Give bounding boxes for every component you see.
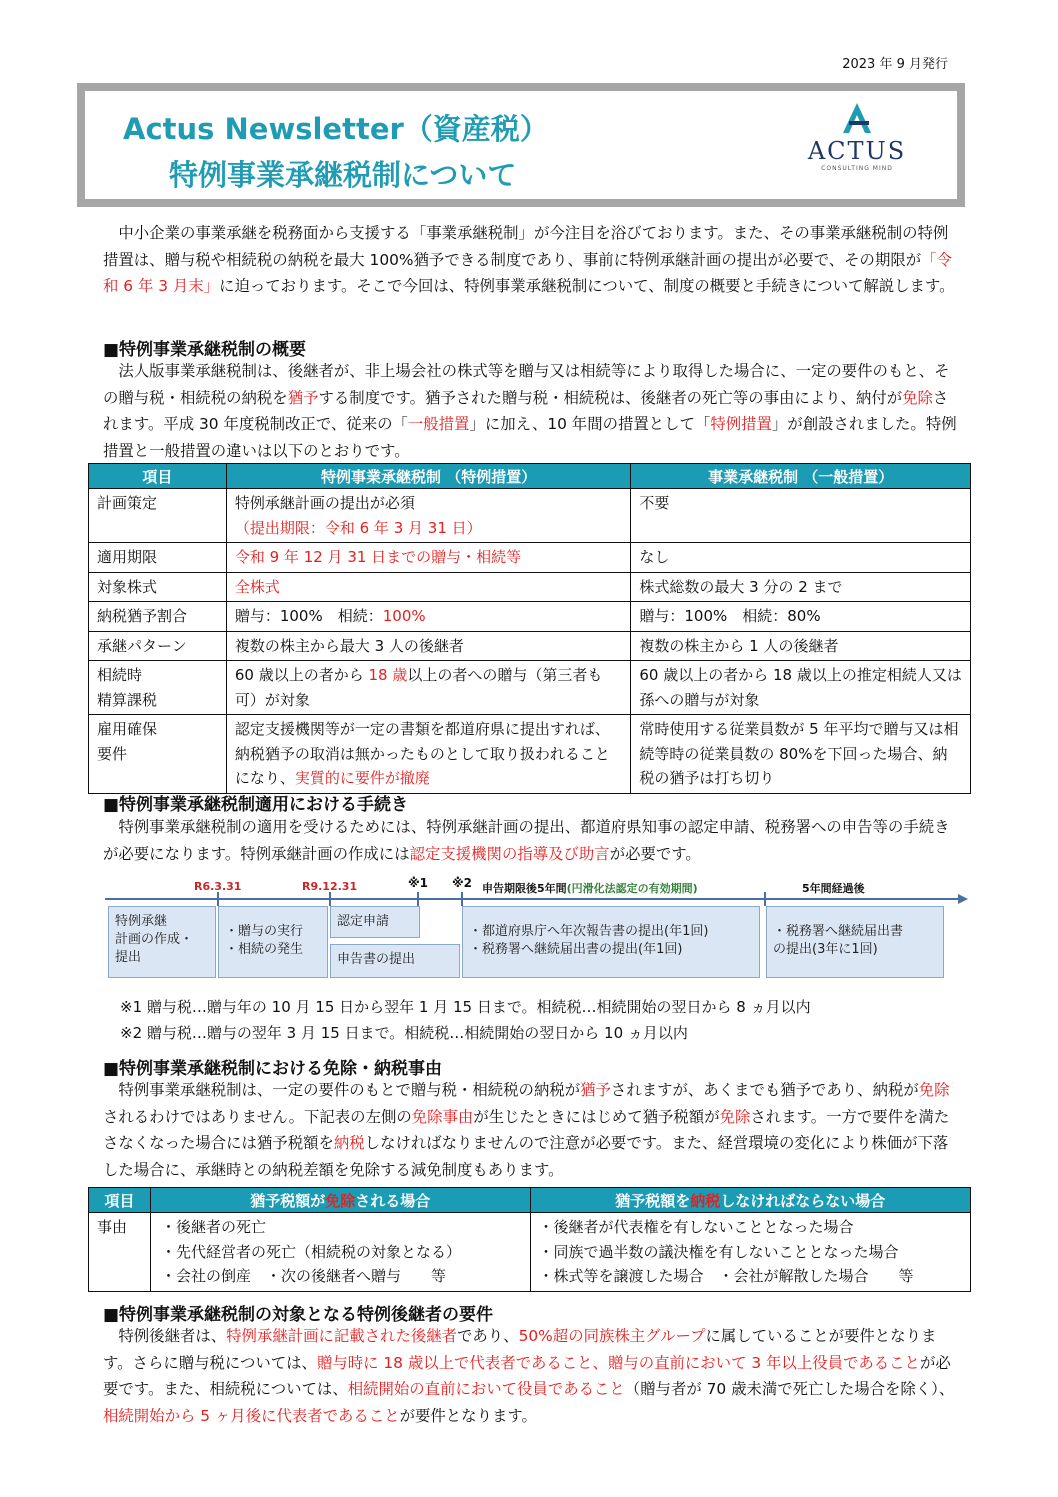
table-cell-general: 株式総数の最大 3 分の 2 まで	[631, 572, 971, 602]
table-header-row	[89, 464, 971, 489]
table-header: 項目	[89, 1188, 151, 1213]
table-cell-item: 計画策定	[89, 489, 227, 543]
procedure-timeline	[90, 870, 970, 985]
list-item: ・後継者が代表権を有しないこととなった場合	[538, 1218, 854, 1236]
list-item: ・会社の倒産 ・次の後継者へ贈与 等	[160, 1267, 446, 1285]
successor-highlight-5: 相続開始から 5 ヶ月後に代表者であること	[103, 1406, 400, 1425]
overview-text-5: 」が創設されました。特例措置と一般措置の違いは以下のとおりです。	[103, 415, 957, 460]
table-cell-special: 複数の株主から最大 3 人の後継者	[226, 631, 631, 661]
exemption-highlight-5: 納税	[333, 1134, 365, 1152]
header-frame	[77, 83, 965, 207]
overview-text-2: する制度です。猶予された贈与税・相続税は、後継者の死亡等の事由により、納付が	[318, 388, 903, 407]
flow-step-gift-inheritance	[218, 906, 328, 978]
cell-text: 贈与：100% 相続：	[234, 607, 383, 625]
section-heading-exemption: ■特例事業承継税制における免除・納税事由	[103, 1059, 443, 1079]
footnote-1: ※1 贈与税…贈与年の 10 月 15 日から翌年 1 月 15 日まで。相続税…相続開始の翌日から 8 ヵ月以内	[120, 998, 811, 1016]
header-highlight: 納税	[690, 1191, 721, 1210]
flow-step-plan	[108, 906, 216, 978]
header-panel	[85, 91, 957, 199]
exemption-text-1: 特例事業承継税制は、一定の要件のもとで贈与税・相続税の納税が	[118, 1081, 581, 1099]
table-cell-item: 事由	[89, 1213, 151, 1292]
cell-text: 精算課税	[97, 690, 158, 709]
timeline-label-after: 5年間経過後	[802, 882, 865, 895]
list-item: ・同族で過半数の議決権を有しないこととなった場合	[538, 1242, 899, 1261]
table-header-row	[89, 1188, 971, 1213]
successor-highlight-2: 50%超の同族株主グループ	[518, 1327, 706, 1345]
flow-step-text: 計画の作成・	[115, 932, 194, 947]
table-cell-special	[226, 602, 631, 632]
section-heading-successor: ■特例事業承継税制の対象となる特例後継者の要件	[103, 1305, 494, 1325]
procedure-text-1: 特例事業承継税制の適用を受けるためには、特例承継計画の提出、都道府県知事の認定申請、税務署への申告等の手続きが必要になります。特例承継計画の作成には	[103, 818, 950, 863]
successor-text-1: 特例後継者は、	[118, 1327, 227, 1345]
table-header: 特例事業承継税制 （特例措置）	[226, 464, 631, 489]
flow-step-text: ・相続の発生	[225, 942, 304, 957]
overview-highlight-2: 免除	[902, 388, 933, 407]
successor-text-2: であり、	[457, 1327, 519, 1345]
exemption-paragraph	[103, 1077, 963, 1183]
table-cell-item: 承継パターン	[89, 631, 227, 661]
table-cell-item	[89, 661, 227, 715]
cell-text: 特例承継計画の提出が必須	[234, 494, 415, 512]
flow-step-text: の提出(3年に1回)	[773, 942, 878, 957]
flow-step-triennial-report	[766, 906, 944, 978]
successor-text-5: （贈与者が 70 歳未満で死亡した場合を除く）、	[624, 1380, 955, 1398]
cell-highlight: 全株式	[234, 577, 280, 596]
cell-text: 認定支援機関等が一定の書類を都道府県に提出すれば、納税猶予の取消は無かったものとして取り扱われることになり、	[234, 720, 610, 787]
overview-highlight-4: 特例措置	[710, 415, 772, 433]
table-cell-general: 60 歳以上の者から 18 歳以上の推定相続人又は孫への贈与が対象	[631, 661, 971, 715]
successor-highlight-4: 相続開始の直前において役員であること	[347, 1380, 625, 1398]
cell-highlight: 18 歳	[368, 666, 408, 684]
overview-paragraph	[103, 358, 963, 464]
table-cell-exempt	[150, 1213, 530, 1292]
comparison-table	[88, 463, 971, 794]
intro-deadline-highlight: 「令和 6 年 3 月末」	[103, 250, 952, 295]
header-text: しなければならない場合	[720, 1191, 886, 1210]
exemption-text-2: されますが、あくまでも猶予であり、納税が	[610, 1081, 919, 1099]
table-cell-item: 適用期限	[89, 543, 227, 573]
timeline-note-2: ※2	[452, 876, 473, 890]
cell-text: 60 歳以上の者から	[234, 666, 369, 684]
exemption-text-5: されます。一方で要件を満たさなくなった場合には猶予税額を	[103, 1107, 950, 1152]
table-cell-item: 対象株式	[89, 572, 227, 602]
table-cell-general: 常時使用する従業員数が 5 年平均で贈与又は相続等時の従業員数の 80%を下回った場合、納税の猶予は打ち切り	[631, 715, 971, 794]
cell-text: 要件	[97, 744, 128, 763]
table-cell-item	[89, 715, 227, 794]
flow-step-tax-return: 申告書の提出	[330, 944, 460, 978]
exemption-text-6: しなければなりませんので注意が必要です。また、経営環境の変化により株価が下落した場合に、承継時との納税差額を免除する減免制度もあります。	[103, 1134, 949, 1179]
header-text: 猶予税額を	[615, 1191, 691, 1210]
overview-text-1: 法人版事業承継税制は、後継者が、非上場会社の株式等を贈与又は相続等により取得した場合に、一定の要件のもと、その贈与税・相続税の納税を	[103, 362, 950, 407]
table-cell-general: 贈与：100% 相続：80%	[631, 602, 971, 632]
table-row	[89, 631, 971, 661]
flow-step-text: 特例承継	[115, 914, 168, 929]
procedure-text-2: が必要です。	[609, 844, 701, 863]
table-row	[89, 489, 971, 543]
table-row	[89, 543, 971, 573]
flow-step-certification: 認定申請	[330, 906, 420, 938]
logo-wordmark: ACTUS	[807, 137, 907, 165]
cell-highlight: 令和 9 年 12 月 31 日までの贈与・相続等	[234, 548, 522, 566]
timeline-label-r6: R6.3.31	[194, 880, 242, 893]
table-header: 項目	[89, 464, 227, 489]
table-cell-special	[226, 661, 631, 715]
exemption-table	[88, 1187, 971, 1292]
exemption-highlight-2: 免除	[918, 1081, 950, 1099]
table-cell-special	[226, 543, 631, 573]
period-validity-text: (円滑化法認定の有効期間)	[566, 882, 698, 895]
table-row	[89, 572, 971, 602]
table-cell-special	[226, 715, 631, 794]
cell-highlight: 実質的に要件が撤廃	[294, 769, 430, 787]
procedure-highlight: 認定支援機関の指導及び助言	[409, 844, 610, 863]
table-cell-general: 複数の株主から 1 人の後継者	[631, 631, 971, 661]
cell-text: 雇用確保	[97, 720, 158, 738]
list-item: ・先代経営者の死亡（相続税の対象となる）	[160, 1242, 461, 1261]
intro-text-1: 中小企業の事業承継を税務面から支援する「事業承継税制」が今注目を浴びております。また、その事業承継税制の特例措置は、贈与税や相続税の納税を最大 100%猶予できる制度であり、事前に特例承継計画の提出が必要で、その期限が	[103, 224, 949, 269]
overview-text-3: されます。平成 30 年度税制改正で、従来の「	[103, 388, 949, 433]
header-text: される場合	[355, 1191, 431, 1210]
cell-text: 相続時	[97, 666, 143, 684]
overview-highlight-1: 猶予	[287, 388, 319, 407]
flow-step-annual-reports	[462, 906, 760, 978]
overview-text-4: 」に加え、10 年間の措置として「	[469, 415, 711, 433]
section-heading-procedure: ■特例事業承継税制適用における手続き	[103, 795, 409, 815]
cell-highlight: （提出期限：令和 6 年 3 月 31 日）	[234, 518, 482, 537]
actus-logo-mark-icon	[837, 101, 877, 135]
table-row	[89, 715, 971, 794]
exemption-highlight-3: 免除事由	[411, 1107, 474, 1126]
table-header	[530, 1188, 970, 1213]
section-heading-overview: ■特例事業承継税制の概要	[103, 340, 307, 360]
table-cell-special	[226, 489, 631, 543]
table-header	[150, 1188, 530, 1213]
flow-step-text: ・都道府県庁へ年次報告書の提出(年1回)	[469, 924, 709, 939]
timeline-label-r9: R9.12.31	[302, 880, 358, 893]
flow-step-text: ・税務署へ継続届出書の提出(年1回)	[469, 942, 683, 957]
list-item: ・株式等を譲渡した場合 ・会社が解散した場合 等	[538, 1267, 914, 1285]
table-cell-special	[226, 572, 631, 602]
cell-text: 以上の者への贈与（第三者も可）が対象	[234, 666, 603, 709]
table-cell-general: なし	[631, 543, 971, 573]
period-text: 申告期限後5年間	[482, 882, 567, 895]
exemption-text-3: されるわけではありません。下記表の左側の	[103, 1107, 412, 1126]
timeline-label-period	[482, 880, 698, 896]
table-cell-item: 納税猶予割合	[89, 602, 227, 632]
successor-paragraph	[103, 1323, 963, 1429]
intro-paragraph	[103, 220, 963, 300]
newsletter-title: Actus Newsletter（資産税）	[123, 112, 549, 146]
issue-date: 2023 年 9 月発行	[842, 57, 948, 72]
flow-step-text: ・税務署へ継続届出書	[773, 924, 904, 939]
actus-logo	[797, 101, 917, 191]
successor-highlight-1: 特例承継計画に記載された後継者	[226, 1327, 458, 1345]
cell-highlight: 100%	[382, 607, 426, 625]
logo-tagline: CONSULTING MIND	[821, 165, 893, 172]
list-item: ・後継者の死亡	[160, 1218, 266, 1236]
flow-step-text: 提出	[115, 950, 142, 965]
newsletter-subtitle: 特例事業承継税制について	[169, 158, 517, 192]
timeline-note-1: ※1	[408, 876, 429, 890]
exemption-highlight-4: 免除	[719, 1107, 751, 1126]
header-text: 猶予税額が	[250, 1191, 326, 1210]
table-cell-general: 不要	[631, 489, 971, 543]
header-highlight: 免除	[325, 1191, 356, 1210]
overview-highlight-3: 一般措置	[407, 415, 470, 433]
exemption-text-4: が生じたときにはじめて猶予税額が	[473, 1107, 720, 1126]
table-row	[89, 602, 971, 632]
successor-text-3: に属していることが要件となります。さらに贈与税については、	[103, 1327, 937, 1372]
table-cell-pay	[530, 1213, 970, 1292]
table-row	[89, 661, 971, 715]
flow-step-text: ・贈与の実行	[225, 924, 304, 939]
procedure-paragraph	[103, 814, 963, 867]
table-row	[89, 1213, 971, 1292]
table-header: 事業承継税制 （一般措置）	[631, 464, 971, 489]
successor-highlight-3: 贈与時に 18 歳以上で代表者であること、贈与の直前において 3 年以上役員であること	[316, 1353, 920, 1372]
successor-text-6: が要件となります。	[399, 1406, 537, 1425]
footnote-2: ※2 贈与税…贈与の翌年 3 月 15 日まで。相続税…相続開始の翌日から 10 ヵ月以内	[120, 1024, 688, 1042]
intro-text-2: に迫っております。そこで今回は、特例事業承継税制について、制度の概要と手続きについて解説します。	[219, 277, 955, 295]
exemption-highlight-1: 猶予	[580, 1081, 611, 1099]
successor-text-4: が必要です。また、相続税については、	[103, 1353, 951, 1398]
